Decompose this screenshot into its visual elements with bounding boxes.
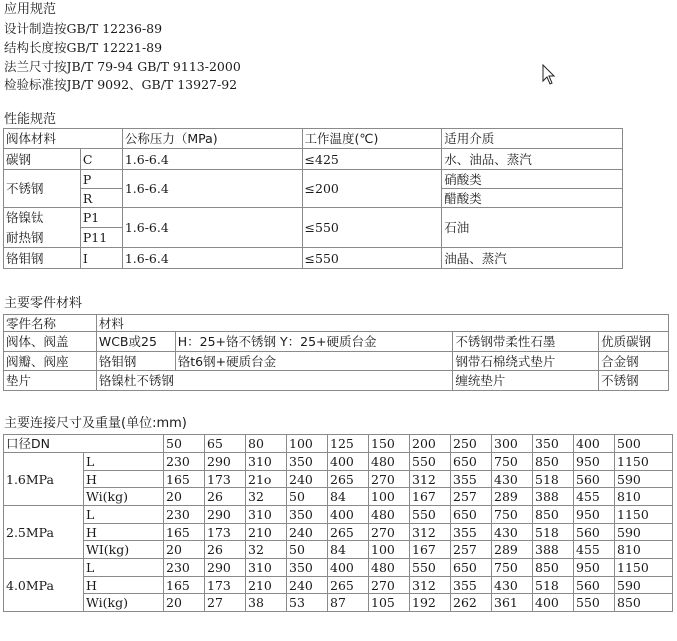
spec-line: 法兰尺寸按JB/T 79-94 GB/T 9113-2000	[4, 59, 241, 74]
cell-material: 铬镍杜不锈钢	[96, 371, 452, 391]
cell-part-name: 垫片	[4, 371, 97, 391]
value-cell: 1150	[615, 453, 673, 471]
value-cell: 20	[164, 541, 205, 559]
cell-code: P1	[80, 208, 122, 228]
value-cell: 1150	[615, 506, 673, 524]
value-cell: 518	[533, 471, 574, 488]
row-label: WI(kg)	[84, 541, 164, 559]
value-cell: 950	[574, 506, 615, 524]
cell-medium: 油晶、蒸汽	[442, 248, 623, 269]
value-cell: 167	[410, 488, 451, 506]
value-cell: 289	[492, 541, 533, 559]
value-cell: 289	[492, 488, 533, 506]
cell-material: H：25+铬不锈钢 Y：25+硬质台金	[175, 332, 453, 352]
dn-cell: 100	[287, 435, 328, 453]
value-cell: 38	[246, 594, 287, 612]
value-cell: 388	[533, 541, 574, 559]
value-cell: 550	[410, 453, 451, 471]
value-cell: 32	[246, 541, 287, 559]
dims-row	[4, 559, 673, 577]
application-title: 应用规范	[4, 2, 57, 17]
header-part-name: 零件名称	[4, 315, 97, 332]
row-label: L	[84, 559, 164, 577]
value-cell: 560	[574, 524, 615, 541]
value-cell: 650	[451, 453, 492, 471]
value-cell: 290	[205, 559, 246, 577]
value-cell: 87	[328, 594, 369, 612]
header-material: 阀体材料	[4, 129, 123, 149]
value-cell: 355	[451, 577, 492, 594]
value-cell: 32	[246, 488, 287, 506]
header-medium: 适用介质	[442, 129, 623, 149]
value-cell: 173	[205, 524, 246, 541]
cell-pressure: 1.6-6.4	[122, 248, 302, 269]
value-cell: 355	[451, 524, 492, 541]
value-cell: 26	[205, 488, 246, 506]
value-cell: 257	[451, 488, 492, 506]
value-cell: 430	[492, 471, 533, 488]
value-cell: 810	[615, 541, 673, 559]
cell-code: P	[80, 170, 122, 189]
value-cell: 650	[451, 559, 492, 577]
value-cell: 27	[205, 594, 246, 612]
value-cell: 430	[492, 577, 533, 594]
value-cell: 850	[533, 559, 574, 577]
value-cell: 350	[287, 453, 328, 471]
value-cell: 518	[533, 577, 574, 594]
row-label: L	[84, 506, 164, 524]
row-label: H	[84, 577, 164, 594]
dims-row	[4, 594, 673, 612]
value-cell: 355	[451, 471, 492, 488]
dims-row	[4, 577, 673, 594]
value-cell: 290	[205, 506, 246, 524]
cell-material: 合金钢	[599, 352, 669, 371]
cell-part-name: 阀体、阀盖	[4, 332, 97, 352]
dn-cell: 200	[410, 435, 451, 453]
dims-row	[4, 506, 673, 524]
value-cell: 265	[328, 577, 369, 594]
value-cell: 400	[328, 559, 369, 577]
value-cell: 100	[369, 541, 410, 559]
value-cell: 400	[328, 506, 369, 524]
cell-pressure: 1.6-6.4	[122, 208, 302, 248]
cell-medium: 石油	[442, 208, 623, 248]
value-cell: 230	[164, 453, 205, 471]
cell-code: P11	[80, 228, 122, 248]
value-cell: 850	[533, 506, 574, 524]
value-cell: 173	[205, 577, 246, 594]
cell-material: 铬t6钢+硬质台金	[175, 352, 453, 371]
cell-temp: ≤200	[302, 170, 442, 208]
cell-pressure: 1.6-6.4	[122, 149, 302, 170]
value-cell: 192	[410, 594, 451, 612]
value-cell: 20	[164, 488, 205, 506]
value-cell: 560	[574, 471, 615, 488]
value-cell: 173	[205, 471, 246, 488]
pressure-label: 4.0MPa	[4, 559, 84, 612]
header-temp: 工作温度(℃)	[302, 129, 442, 149]
row-label: L	[84, 453, 164, 471]
value-cell: 50	[287, 541, 328, 559]
performance-title: 性能规范	[4, 112, 57, 127]
value-cell: 310	[246, 506, 287, 524]
cell-material: 耐热钢	[4, 228, 81, 248]
value-cell: 950	[574, 453, 615, 471]
parts-table	[3, 314, 669, 391]
value-cell: 230	[164, 506, 205, 524]
value-cell: 310	[246, 453, 287, 471]
dn-cell: 80	[246, 435, 287, 453]
cell-material: 不锈钢	[4, 170, 81, 208]
dn-cell: 150	[369, 435, 410, 453]
value-cell: 165	[164, 471, 205, 488]
spec-line: 检验标准按JB/T 9092、GB/T 13927-92	[4, 77, 238, 92]
value-cell: 230	[164, 559, 205, 577]
value-cell: 1150	[615, 559, 673, 577]
cell-material: 铬钼钢	[4, 248, 81, 269]
value-cell: 270	[369, 577, 410, 594]
value-cell: 270	[369, 471, 410, 488]
value-cell: 590	[615, 471, 673, 488]
dims-row	[4, 524, 673, 541]
value-cell: 165	[164, 577, 205, 594]
cell-medium: 醋酸类	[442, 189, 623, 208]
value-cell: 550	[574, 594, 615, 612]
value-cell: 210	[246, 577, 287, 594]
value-cell: 350	[287, 506, 328, 524]
parts-title: 主要零件材料	[4, 296, 83, 311]
value-cell: 518	[533, 524, 574, 541]
cell-code: I	[80, 248, 122, 269]
cell-temp: ≤425	[302, 149, 442, 170]
value-cell: 240	[287, 524, 328, 541]
dn-cell: 500	[615, 435, 673, 453]
dn-cell: 250	[451, 435, 492, 453]
value-cell: 750	[492, 506, 533, 524]
value-cell: 165	[164, 524, 205, 541]
dn-cell: 125	[328, 435, 369, 453]
dims-row	[4, 453, 673, 471]
cell-material: 钢带石棉绕式垫片	[453, 352, 599, 371]
value-cell: 850	[615, 594, 673, 612]
row-label: H	[84, 471, 164, 488]
cell-material: 优质碳钢	[599, 332, 669, 352]
cell-material: 不锈钢带柔性石墨	[453, 332, 599, 352]
value-cell: 550	[410, 506, 451, 524]
dn-cell: 65	[205, 435, 246, 453]
spec-line: 结构长度按GB/T 12221-89	[4, 40, 163, 55]
value-cell: 265	[328, 524, 369, 541]
value-cell: 388	[533, 488, 574, 506]
dn-row	[4, 435, 673, 453]
value-cell: 560	[574, 577, 615, 594]
dims-row	[4, 471, 673, 488]
value-cell: 84	[328, 488, 369, 506]
dn-cell: 350	[533, 435, 574, 453]
value-cell: 950	[574, 559, 615, 577]
value-cell: 650	[451, 506, 492, 524]
dims-table	[3, 434, 673, 612]
value-cell: 240	[287, 577, 328, 594]
value-cell: 455	[574, 488, 615, 506]
dn-label: 口径DN	[4, 435, 164, 453]
value-cell: 310	[246, 559, 287, 577]
value-cell: 290	[205, 453, 246, 471]
value-cell: 21o	[246, 471, 287, 488]
value-cell: 270	[369, 524, 410, 541]
cell-material: 缠统垫片	[453, 371, 599, 391]
dn-cell: 300	[492, 435, 533, 453]
value-cell: 240	[287, 471, 328, 488]
cell-material: 铬镍钛	[4, 208, 81, 228]
value-cell: 480	[369, 559, 410, 577]
value-cell: 312	[410, 524, 451, 541]
value-cell: 50	[287, 488, 328, 506]
cell-material: 铬钼钢	[96, 352, 175, 371]
value-cell: 750	[492, 453, 533, 471]
value-cell: 430	[492, 524, 533, 541]
row-label: Wi(kg)	[84, 594, 164, 612]
cell-temp: ≤550	[302, 248, 442, 269]
cell-code: R	[80, 189, 122, 208]
header-material: 材料	[96, 315, 668, 332]
value-cell: 400	[328, 453, 369, 471]
header-pressure: 公称压力（MPa)	[122, 129, 302, 149]
cell-temp: ≤550	[302, 208, 442, 248]
value-cell: 257	[451, 541, 492, 559]
dims-title: 主要连接尺寸及重量(单位:mm)	[4, 416, 187, 431]
dims-row	[4, 541, 673, 559]
value-cell: 750	[492, 559, 533, 577]
value-cell: 350	[287, 559, 328, 577]
mouse-cursor-icon	[542, 64, 556, 86]
performance-table	[3, 128, 623, 269]
value-cell: 262	[451, 594, 492, 612]
spec-line: 设计制造按GB/T 12236-89	[4, 21, 163, 36]
pressure-label: 2.5MPa	[4, 506, 84, 559]
value-cell: 84	[328, 541, 369, 559]
cell-medium: 硝酸类	[442, 170, 623, 189]
pressure-label: 1.6MPa	[4, 453, 84, 506]
value-cell: 20	[164, 594, 205, 612]
value-cell: 590	[615, 524, 673, 541]
row-label: H	[84, 524, 164, 541]
value-cell: 210	[246, 524, 287, 541]
value-cell: 850	[533, 453, 574, 471]
value-cell: 590	[615, 577, 673, 594]
value-cell: 455	[574, 541, 615, 559]
value-cell: 400	[533, 594, 574, 612]
value-cell: 26	[205, 541, 246, 559]
cell-pressure: 1.6-6.4	[122, 170, 302, 208]
cell-material: 不锈钢	[599, 371, 669, 391]
value-cell: 265	[328, 471, 369, 488]
value-cell: 480	[369, 453, 410, 471]
cell-part-name: 阀瓣、阀座	[4, 352, 97, 371]
value-cell: 167	[410, 541, 451, 559]
value-cell: 53	[287, 594, 328, 612]
cell-medium: 水、油品、蒸汽	[442, 149, 623, 170]
value-cell: 810	[615, 488, 673, 506]
dims-row	[4, 488, 673, 506]
value-cell: 105	[369, 594, 410, 612]
cell-code: C	[80, 149, 122, 170]
cell-material: 碳钢	[4, 149, 81, 170]
dn-cell: 50	[164, 435, 205, 453]
dn-cell: 400	[574, 435, 615, 453]
row-label: Wi(kg)	[84, 488, 164, 506]
cell-material: WCB或25	[96, 332, 175, 352]
value-cell: 312	[410, 471, 451, 488]
value-cell: 100	[369, 488, 410, 506]
value-cell: 480	[369, 506, 410, 524]
value-cell: 550	[410, 559, 451, 577]
value-cell: 361	[492, 594, 533, 612]
value-cell: 312	[410, 577, 451, 594]
